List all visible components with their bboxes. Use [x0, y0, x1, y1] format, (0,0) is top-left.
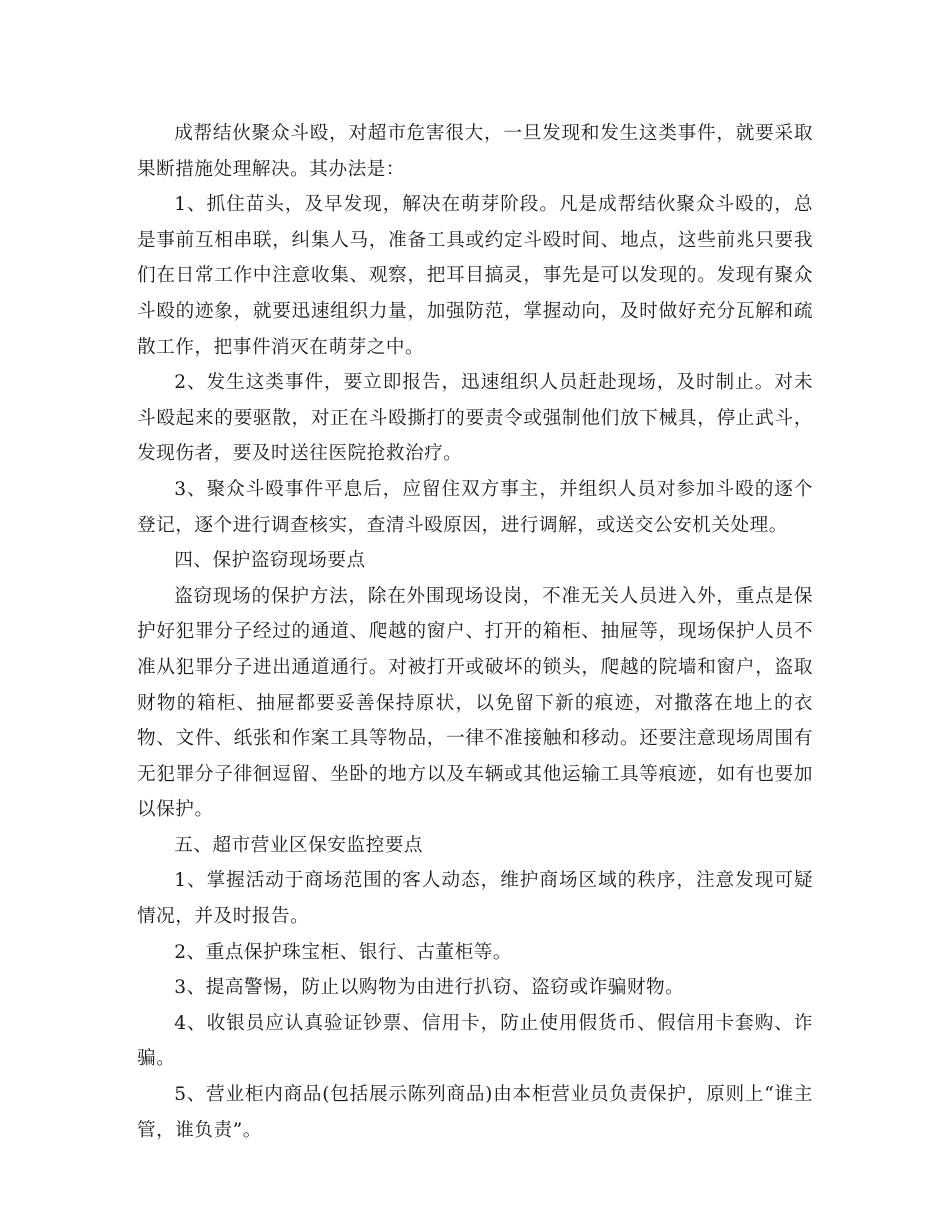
- paragraph-item-1: 1、抓住苗头，及早发现，解决在萌芽阶段。凡是成帮结伙聚众斗殴的，总是事前互相串联，纠集人马，准备工具或约定斗殴时间、地点，这些前兆只要我们在日常工作中注意收集、观察，把耳目搞灵，事先是可以发现的。发现有聚众斗殴的迹象，就要迅速组织力量，加强防范，掌握动向，及时做好充分瓦解和疏散工作，把事件消灭在萌芽之中。: [137, 194, 813, 358]
- paragraph-monitor-3: 3、提高警惕，防止以购物为由进行扒窃、盗窃或诈骗财物。: [174, 977, 685, 999]
- paragraph-monitor-4: 4、收银员应认真验证钞票、信用卡，防止使用假货币、假信用卡套购、诈骗。: [137, 1012, 813, 1070]
- paragraph-monitor-2: 2、重点保护珠宝柜、银行、古董柜等。: [174, 941, 513, 963]
- paragraph-theft-scene: 盗窃现场的保护方法，除在外围现场设岗，不准无关人员进入外，重点是保护好犯罪分子经过的通道、爬越的窗户、打开的箱柜、抽屉等，现场保护人员不准从犯罪分子进出通道通行。对被打开或破坏的锁头，爬越的院墙和窗户，盗取财物的箱柜、抽屉都要妥善保持原状，以免留下新的痕迹，对撒落在地上的衣物、文件、纸张和作案工具等物品，一律不准接触和移动。还要注意现场周围有无犯罪分子徘徊逗留、坐卧的地方以及车辆或其他运输工具等痕迹，如有也要加以保护。: [137, 585, 813, 821]
- section-heading-4: 四、保护盗窃现场要点: [174, 550, 366, 572]
- paragraph-monitor-1: 1、掌握活动于商场范围的客人动态，维护商场区域的秩序，注意发现可疑情况，并及时报告。: [137, 870, 813, 928]
- paragraph-monitor-5: 5、营业柜内商品(包括展示陈列商品)由本柜营业员负责保护，原则上“谁主管，谁负责”。: [137, 1084, 813, 1141]
- paragraph-item-3: 3、聚众斗殴事件平息后，应留住双方事主，并组织人员对参加斗殴的逐个登记，逐个进行调查核实，查清斗殴原因，进行调解，或送交公安机关处理。: [137, 478, 813, 536]
- paragraph-item-2: 2、发生这类事件，要立即报告，迅速组织人员赶赴现场，及时制止。对未斗殴起来的要驱散，对正在斗殴撕打的要责令或强制他们放下械具，停止武斗，发现伤者，要及时送往医院抢救治疗。: [137, 372, 813, 465]
- paragraph-intro: 成帮结伙聚众斗殴，对超市危害很大，一旦发现和发生这类事件，就要采取果断措施处理解决。其办法是：: [137, 123, 813, 180]
- section-heading-5: 五、超市营业区保安监控要点: [174, 834, 424, 856]
- document-body: [137, 116, 813, 1148]
